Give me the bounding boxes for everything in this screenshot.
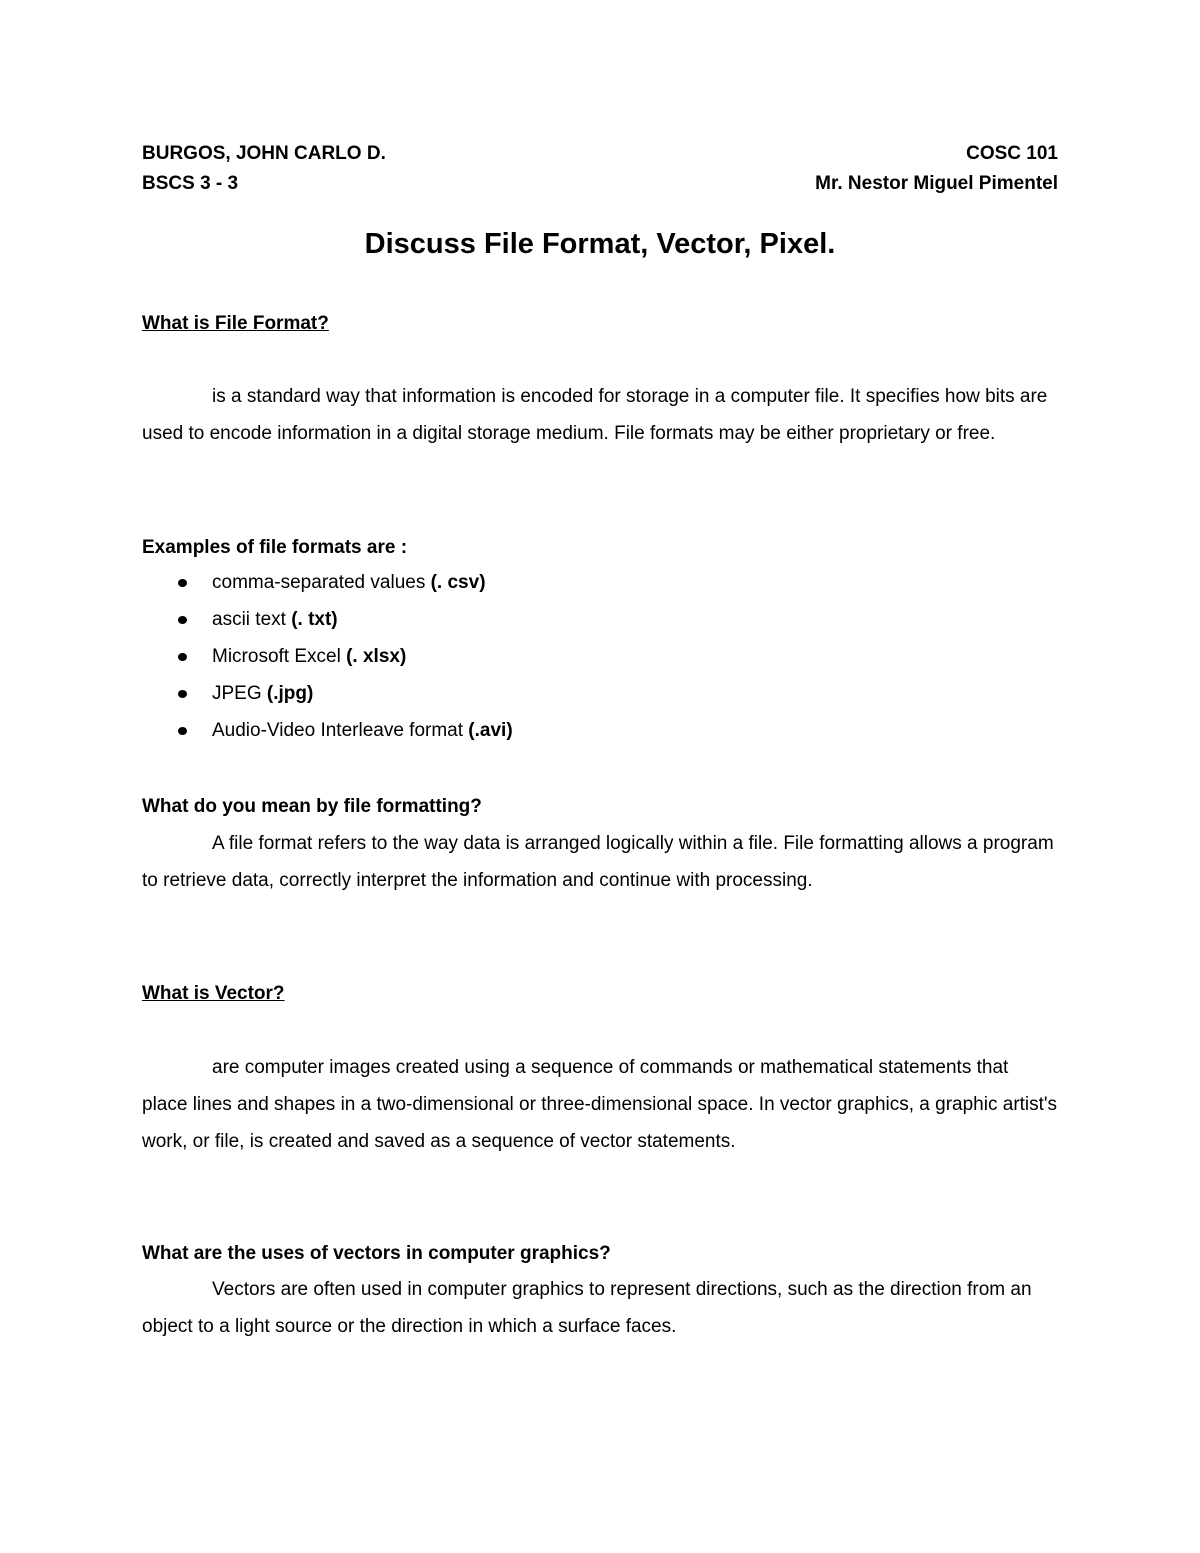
- heading-file-formatting: What do you mean by file formatting?: [142, 796, 482, 817]
- course-code: COSC 101: [966, 143, 1058, 164]
- student-name: BURGOS, JOHN CARLO D.: [142, 143, 386, 164]
- list-item: [142, 564, 513, 601]
- list-item-ext: (. xlsx): [346, 646, 407, 667]
- bullet-icon: [178, 727, 187, 735]
- heading-vector: What is Vector?: [142, 983, 285, 1004]
- paragraph-vector: are computer images created using a sequence of commands or mathematical statements that place lines and shapes in a two-dimensional or three-dimensional space. In vector graphics, a graphic artist's work, or file, is created and saved as a sequence of vector statements.: [142, 1057, 1058, 1152]
- examples-list: [142, 564, 513, 749]
- header-row-2: [142, 172, 1058, 196]
- heading-file-format: What is File Format?: [142, 313, 329, 334]
- list-item-text: JPEG: [212, 683, 267, 704]
- list-item: [142, 712, 513, 749]
- paragraph-file-format: is a standard way that information is encoded for storage in a computer file. It specifies how bits are used to encode information in a digital storage medium. File formats may be either proprietary or free.: [142, 386, 1048, 444]
- bullet-icon: [178, 579, 187, 587]
- list-item: [142, 601, 513, 638]
- list-item-text: comma-separated values: [212, 572, 431, 593]
- list-item-ext: (. txt): [291, 609, 338, 630]
- list-item-text: Microsoft Excel: [212, 646, 347, 667]
- header-row-1: [142, 142, 1058, 166]
- heading-examples: Examples of file formats are :: [142, 537, 408, 558]
- page-title: Discuss File Format, Vector, Pixel.: [364, 228, 836, 260]
- list-item: [142, 638, 513, 675]
- bullet-icon: [178, 616, 187, 624]
- paragraph-vector-uses: Vectors are often used in computer graphics to represent directions, such as the direction from an object to a light source or the direction in which a surface faces.: [142, 1279, 1032, 1337]
- list-item-text: Audio-Video Interleave format: [212, 720, 469, 741]
- list-item-ext: (. csv): [430, 572, 486, 593]
- list-item-ext: (.avi): [468, 720, 513, 741]
- bullet-icon: [178, 690, 187, 698]
- list-item-ext: (.jpg): [266, 683, 314, 704]
- list-item: [142, 675, 513, 712]
- instructor: Mr. Nestor Miguel Pimentel: [815, 173, 1058, 194]
- heading-vector-uses: What are the uses of vectors in computer graphics?: [142, 1243, 611, 1264]
- list-item-text: ascii text: [212, 609, 292, 630]
- section: BSCS 3 - 3: [142, 173, 239, 194]
- bullet-icon: [178, 653, 187, 661]
- paragraph-file-formatting: A file format refers to the way data is arranged logically within a file. File formatting allows a program to retrieve data, correctly interpret the information and continue with processing.: [142, 833, 1054, 891]
